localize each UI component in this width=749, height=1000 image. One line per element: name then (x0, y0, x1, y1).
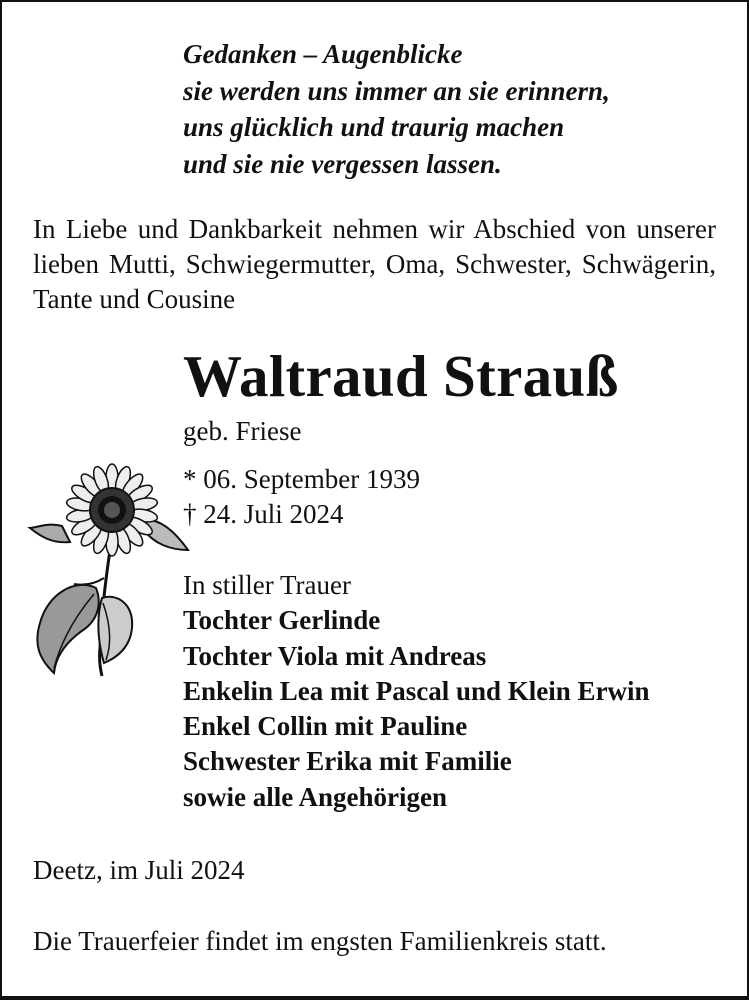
maiden-name: geb. Friese (183, 416, 302, 446)
sunflower-icon (26, 458, 196, 683)
deceased-name: Waltraud Strauß (183, 343, 619, 409)
funeral-note: Die Trauerfeier findet im engsten Familienkreis statt. (33, 926, 607, 956)
place-date: Deetz, im Juli 2024 (33, 855, 245, 885)
mourner-name: sowie alle Angehörigen (183, 781, 447, 812)
poem (183, 36, 610, 182)
life-dates (183, 462, 420, 532)
mourner-name: Enkelin Lea mit Pascal und Klein Erwin (183, 675, 650, 706)
mourner-name: Enkel Collin mit Pauline (183, 711, 468, 742)
mourner-name: Tochter Viola mit Andreas (183, 640, 487, 671)
poem-line: und sie nie vergessen lassen. (183, 148, 502, 179)
mourning-lead: In stiller Trauer (183, 570, 351, 600)
poem-line: Gedanken – Augenblicke (183, 39, 463, 69)
mourner-name: Schwester Erika mit Familie (183, 746, 512, 777)
poem-line: uns glücklich und traurig machen (183, 112, 565, 142)
mourner-name: Tochter Gerlinde (183, 605, 381, 636)
birth-date: * 06. September 1939 (183, 464, 420, 494)
intro-text: In Liebe und Dankbarkeit nehmen wir Abschied von unserer lieben Mutti, Schwiegermutter, Oma, Schwester, Schwägerin, Tante und Cousine (33, 214, 716, 314)
poem-line: sie werden uns immer an sie erinnern, (183, 75, 610, 106)
mourners-list (183, 568, 650, 815)
death-date: † 24. Juli 2024 (183, 499, 344, 529)
